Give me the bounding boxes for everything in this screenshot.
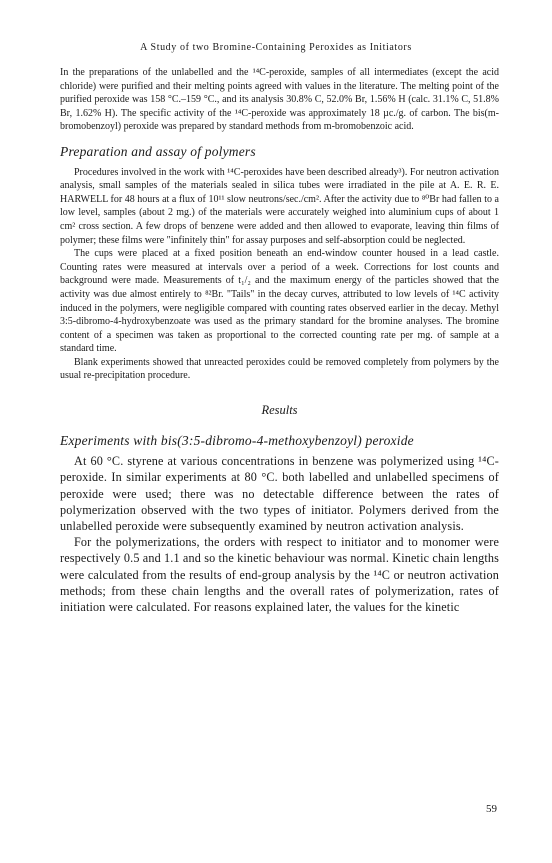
page-number: 59 — [486, 803, 497, 815]
paragraph-blank-experiments: Blank experiments showed that unreacted peroxides could be removed completely from polymers by the usual re-precipitation procedure. — [60, 356, 499, 382]
section-heading-preparation: Preparation and assay of polymers — [60, 143, 256, 159]
paragraph-results-1: At 60 °C. styrene at various concentrations in benzene was polymerized using ¹⁴C-peroxide. In similar experiments at 80 °C. both labelled and unlabelled specimens of peroxide were used; there was no detectable difference between the rates of polymerization observed with the two types of initiator. Polymers derived from the unlabelled peroxide were subsequently examined by neutron activation analysis. — [60, 454, 499, 534]
article-body — [60, 66, 499, 615]
paragraph-counting: The cups were placed at a fixed position beneath an end-window counter housed in a lead castle. Counting rates were measured at intervals over a period of a week. Corrections for lost counts and background were made. Measurements of t₁/₂ and the maximum energy of the particles showed that the activity was due almost entirely to ⁸²Br. "Tails" in the decay curves, attributed to low levels of ¹⁴C activity induced in the polymers, were negligible compared with counting rates observed earlier in the decay. Methyl 3:5-dibromo-4-hydroxybenzoate was used as the primary standard for the bromine analyses. The bromine content of a specimen was taken as proportional to the corrected counting rate per mg. of sample at a standard time. — [60, 248, 499, 355]
paragraph-results-2: For the polymerizations, the orders with respect to initiator and to monomer were respectively 0.5 and 1.1 and so the kinetic behaviour was normal. Kinetic chain lengths were calculated from the results of end-group analysis by the ¹⁴C or neutron activation methods; from these chain lengths and the overall rates of polymerization, rates of initiation were calculated. For reasons explained later, the values for the kinetic — [60, 535, 499, 615]
results-heading: Results — [261, 403, 298, 418]
paragraph-procedures: Procedures involved in the work with ¹⁴C-peroxides have been described already³). For neutron activation analysis, small samples of the materials sealed in silica tubes were irradiated in the pile at A. E. R. E. HARWELL for 48 hours at a flux of 10¹¹ slow neutrons/sec./cm². After the activity due to ⁸⁰Br had fallen to a low level, samples (about 2 mg.) of the materials were accurately weighed into aluminium cups of about 1 cm² cross section. A few drops of benzene were added and then allowed to evaporate, leaving thin films of polymer; these films were "infinitely thin" for assay purposes and self-absorption could be neglected. — [60, 166, 499, 246]
running-head: A Study of two Bromine-Containing Peroxides as Initiators — [140, 42, 412, 53]
results-body — [60, 453, 499, 615]
subheading-experiments: Experiments with bis(3:5-dibromo-4-methoxybenzoyl) peroxide — [60, 432, 414, 448]
intro-paragraph: In the preparations of the unlabelled and the ¹⁴C-peroxide, samples of all intermediates (except the acid chloride) were purified and their melting points agreed with values in the literature. The melting point of the purified peroxide was 158 °C.–159 °C., and its analysis 30.8% C, 52.0% Br, 1.56% H (calc. 31.1% C, 51.8% Br, 1.62% H). The specific activity of the ¹⁴C-peroxide was approximately 18 µc./g. of carbon. The bis(m-bromobenzoyl) peroxide was prepared by standard methods from m-bromobenzoic acid. — [60, 67, 499, 133]
